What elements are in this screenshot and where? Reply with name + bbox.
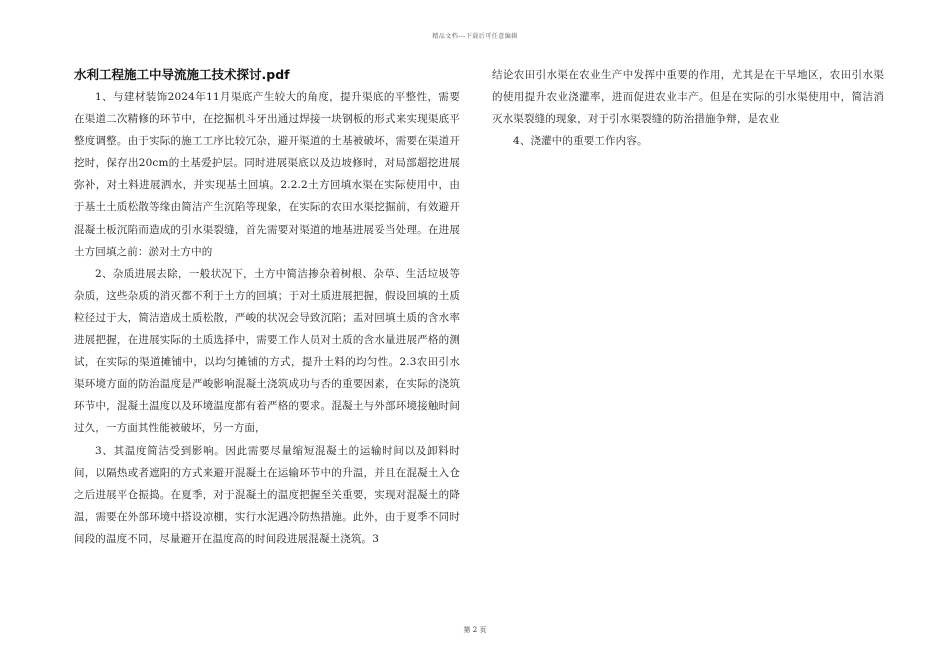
document-title: 水利工程施工中导流施工技术探讨.pdf [74, 67, 290, 82]
paragraph-3: 3、其温度简洁受到影响。因此需要尽量缩短混凝土的运输时间以及卸料时间，以隔热或者遮阳的方式来避开混凝土在运输环节中的升温，并且在混凝土入仓之后进展平仓振捣。在夏季，对于混凝土的温度把握至关重要，实现对混凝土的降温，需要在外部环境中搭设凉棚，实行水泥遇冷防热措施。此外，由于夏季不同时间段的温度不同，尽量避开在温度高的时间段进展混凝土浇筑。3 [74, 444, 460, 545]
page-number: 第 2 页 [463, 626, 487, 634]
left-column [74, 64, 460, 550]
right-column [492, 64, 884, 152]
paragraph-2: 2、杂质进展去除，一般状况下，土方中简洁掺杂着树根、杂草、生活垃圾等杂质，这些杂质的消灭都不利于土方的回填；于对土质进展把握，假设回填的土质粒径过于大，简洁造成土质松散，严峻的状况会导致沉陷；盂对回填土质的含水率进展把握，在进展实际的土质选择中，需要工作人员对土质的含水量进展严格的测试，在实际的渠道摊铺中，以均匀摊铺的方式，提升土料的均匀性。2.3农田引水渠环境方面的防治温度是严峻影响混凝土浇筑成功与否的重要因素，在实际的浇筑环节中，混凝土温度以及环境温度都有着严格的要求。混凝土与外部环境接触时间过久，一方面其性能被破坏，另一方面， [74, 267, 460, 435]
conclusion-paragraph: 结论农田引水渠在农业生产中发挥中重要的作用，尤其是在干旱地区，农田引水渠的使用提升农业浇灌率，进而促进农业丰产。但是在实际的引水渠使用中，简洁消灭水渠裂缝的现象，对于引水渠裂缝的防治措施争辩，是农业 [492, 69, 884, 126]
paragraph-1: 1、与建材装饰2024年11月渠底产生较大的角度，提升渠底的平整性，需要在渠道二次精修的环节中，在挖掘机斗牙出通过焊接一块钢板的形式来实现渠底平整度调整。由于实际的施工工序比较冗杂，避开渠道的土基被破坏，需要在渠道开挖时，保存出20cm的土基爱护层。同时进展渠底以及边坡修时，对局部超挖进展弥补，对土料进展洒水，并实现基土回填。2.2.2土方回填水渠在实际使用中，由于基土土质松散等缘由简洁产生沉陷等现象，在实际的农田水渠挖掘前，有效避开混凝土板沉陷而造成的引水渠裂缝，首先需要对渠道的地基进展妥当处理。在进展土方回填之前：淤对土方中的 [74, 91, 460, 258]
page-header: 精品文档---下载后可任意编辑 [432, 33, 518, 40]
paragraph-4: 4、浇灌中的重要工作内容。 [513, 135, 648, 148]
